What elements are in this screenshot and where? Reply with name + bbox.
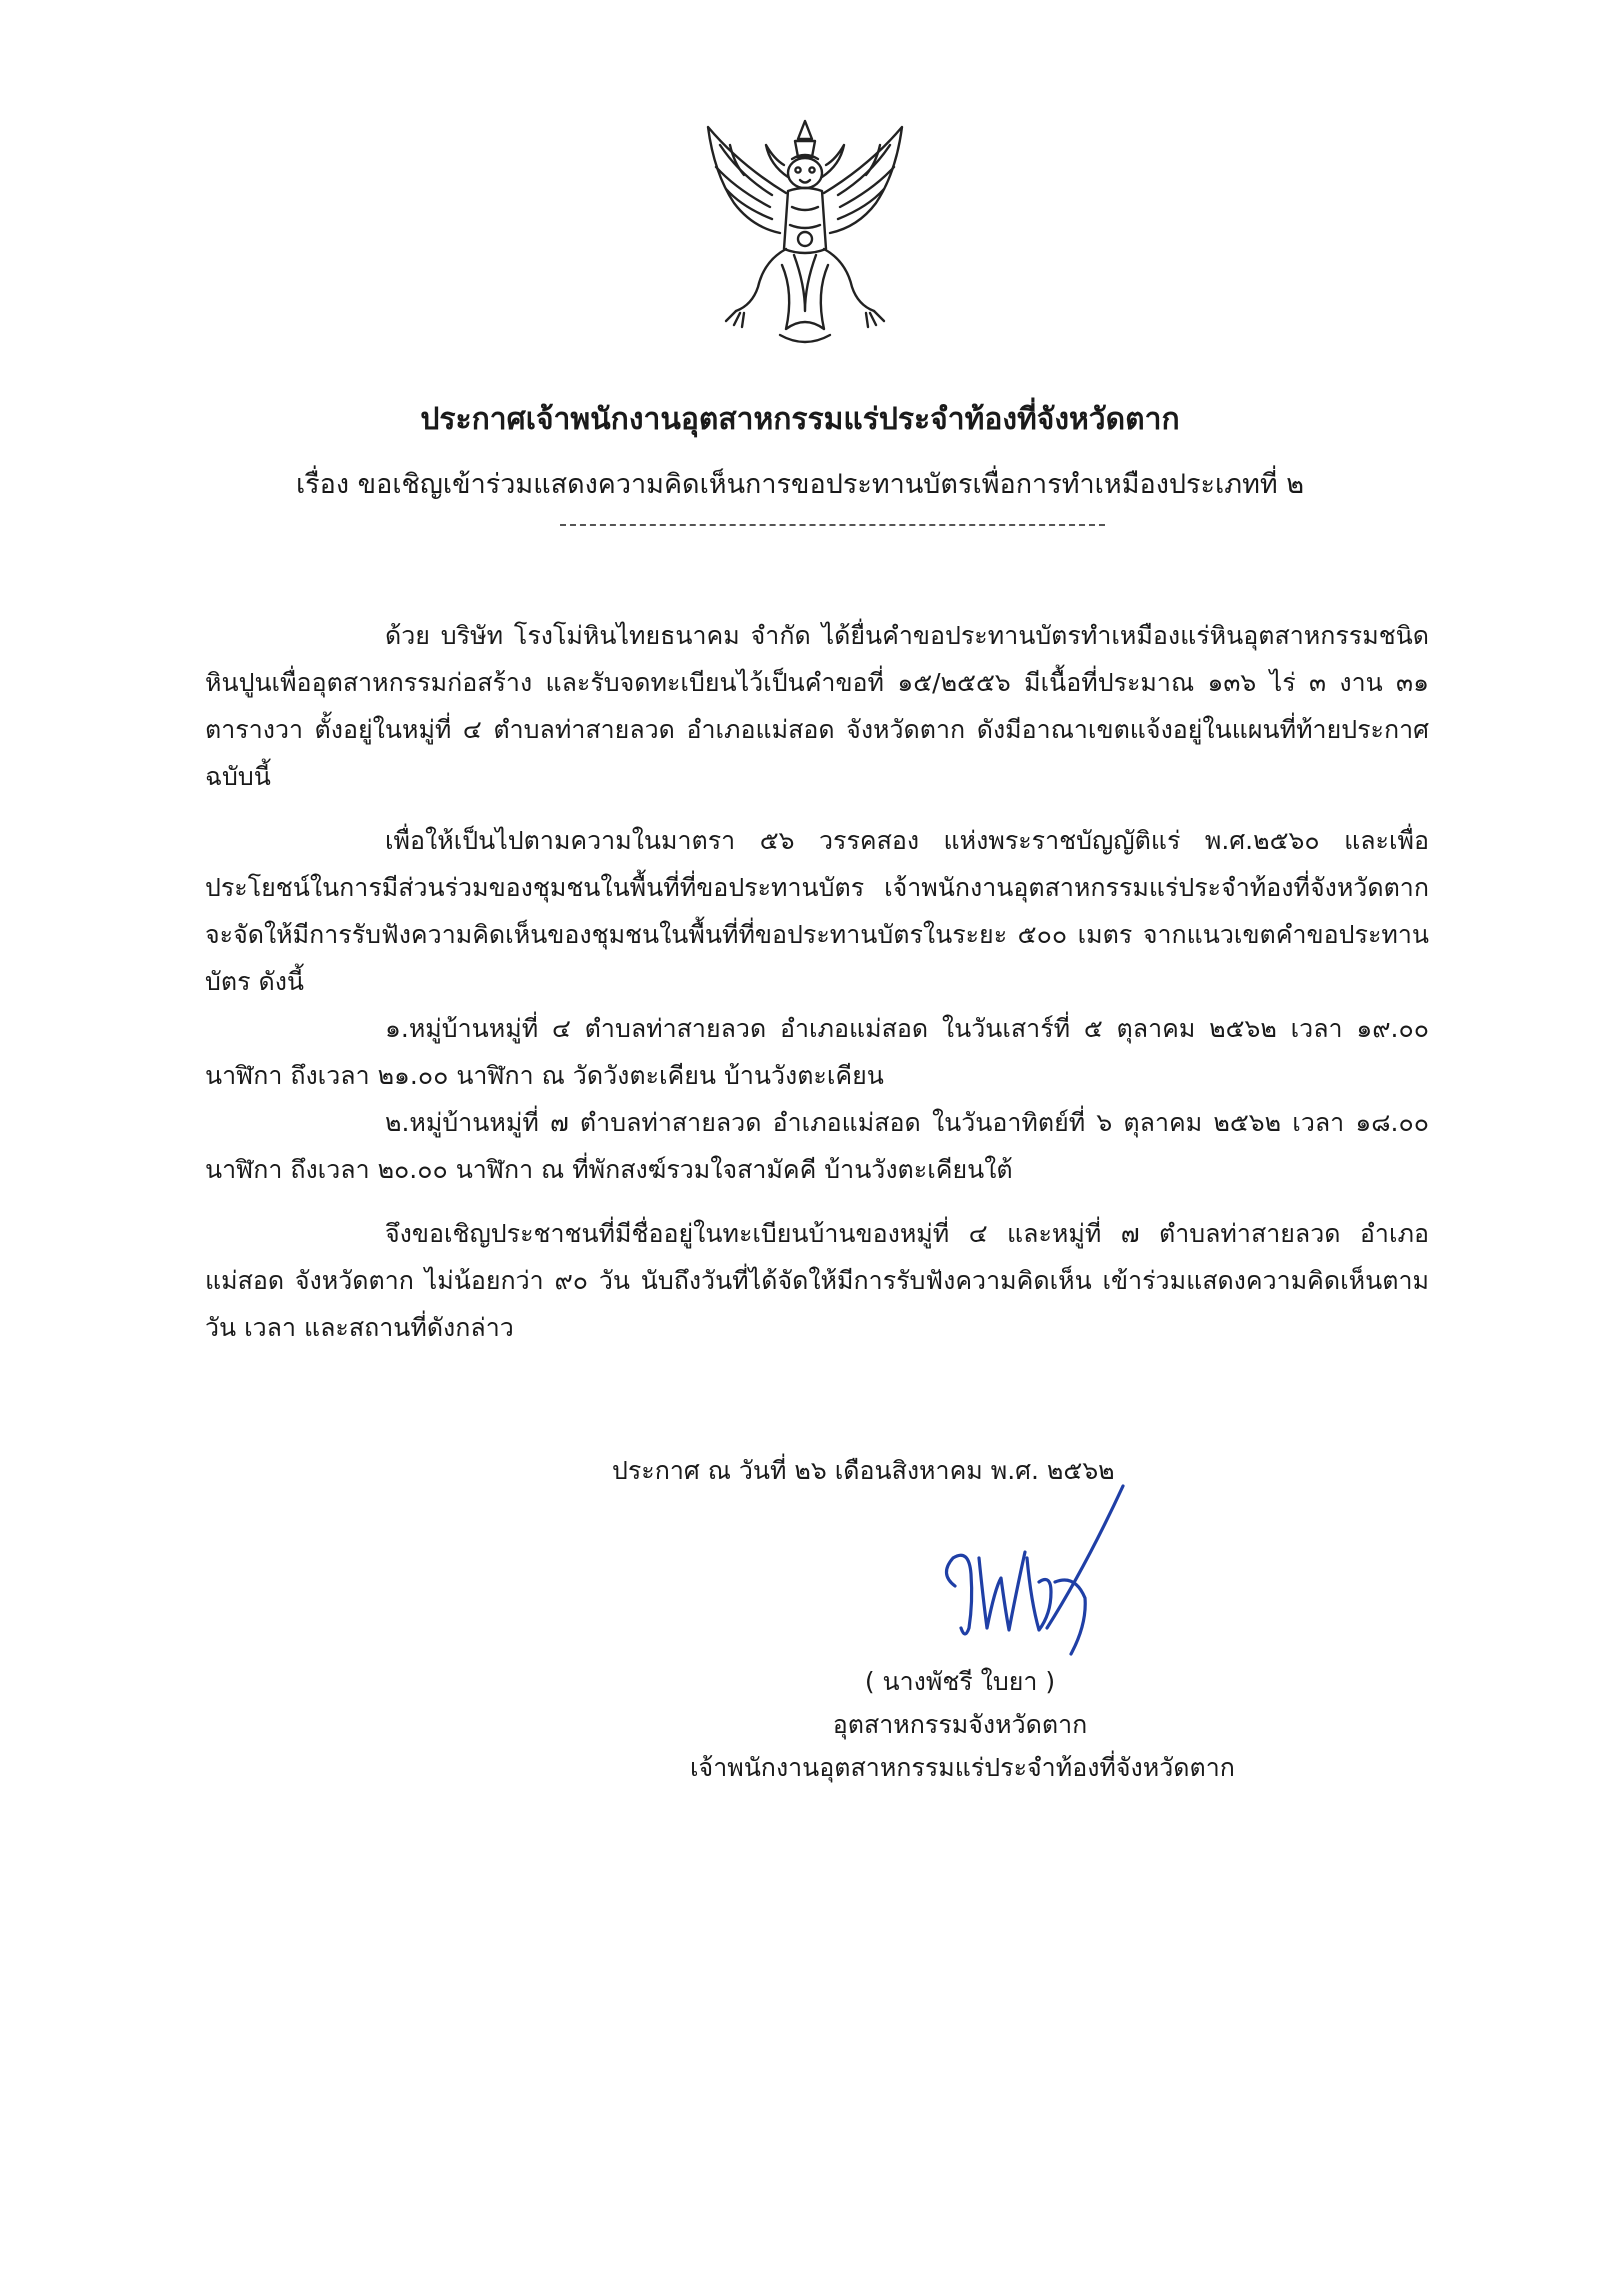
announcement-title: ประกาศเจ้าพนักงานอุตสาหกรรมแร่ประจำท้องที่จังหวัดตาก [420, 402, 1180, 437]
signer-name: ( นางพัชรี ใบยา ) [864, 1667, 1056, 1696]
paragraph-legal-basis: เพื่อให้เป็นไปตามความในมาตรา ๕๖ วรรคสอง แห่งพระราชบัญญัติแร่ พ.ศ.๒๕๖๐ และเพื่อประโยชน์ในการมีส่วนร่วมของชุมชนในพื้นที่ที่ขอประทานบัตร เจ้าพนักงานอุตสาหกรรมแร่ประจำท้องที่จังหวัดตากจะจัดให้มีการรับฟังความคิดเห็นของชุมชนในพื้นที่ที่ขอประทานบัตรในระยะ ๕๐๐ เมตร จากแนวเขตคำขอประทานบัตร ดังนี้ [205, 826, 1429, 996]
paragraph-hearing-village-7: ๒.หมู่บ้านหมู่ที่ ๗ ตำบลท่าสายลวด อำเภอแม่สอด ในวันอาทิตย์ที่ ๖ ตุลาคม ๒๕๖๒ เวลา ๑๘.๐๐ นาฬิกา ถึงเวลา ๒๐.๐๐ นาฬิกา ณ ที่พักสงฆ์รวมใจสามัคคี บ้านวังตะเคียนใต้ [205, 1108, 1429, 1184]
announcement-subject: เรื่อง ขอเชิญเข้าร่วมแสดงความคิดเห็นการขอประทานบัตรเพื่อการทำเหมืองประเภทที่ ๒ [295, 469, 1305, 500]
announcement-body [205, 612, 1429, 1351]
paragraph-hearing-village-4: ๑.หมู่บ้านหมู่ที่ ๔ ตำบลท่าสายลวด อำเภอแม่สอด ในวันเสาร์ที่ ๕ ตุลาคม ๒๕๖๒ เวลา ๑๙.๐๐ นาฬิกา ถึงเวลา ๒๑.๐๐ นาฬิกา ณ วัดวังตะเคียน บ้านวังตะเคียน [205, 1014, 1429, 1090]
paragraph-application: ด้วย บริษัท โรงโม่หินไทยธนาคม จำกัด ได้ยื่นคำขอประทานบัตรทำเหมืองแร่หินอุตสาหกรรมชนิดหินปูนเพื่ออุตสาหกรรมก่อสร้าง และรับจดทะเบียนไว้เป็นคำขอที่ ๑๕/๒๕๕๖ มีเนื้อที่ประมาณ ๑๓๖ ไร่ ๓ งาน ๓๑ ตารางวา ตั้งอยู่ในหมู่ที่ ๔ ตำบลท่าสายลวด อำเภอแม่สอด จังหวัดตาก ดังมีอาณาเขตแจ้งอยู่ในแผนที่ท้ายประกาศฉบับนี้ [205, 621, 1429, 791]
announcement-date: ประกาศ ณ วันที่ ๒๖ เดือนสิงหาคม พ.ศ. ๒๕๖๒ [612, 1456, 1115, 1485]
dashed-divider [560, 524, 1105, 526]
garuda-emblem-icon [700, 115, 910, 355]
handwritten-signature-icon [935, 1478, 1125, 1658]
signature-block [690, 1660, 1235, 1789]
signer-position: อุตสาหกรรมจังหวัดตาก [832, 1710, 1088, 1739]
paragraph-invitation: จึงขอเชิญประชาชนที่มีชื่ออยู่ในทะเบียนบ้านของหมู่ที่ ๔ และหมู่ที่ ๗ ตำบลท่าสายลวด อำเภอแม่สอด จังหวัดตาก ไม่น้อยกว่า ๙๐ วัน นับถึงวันที่ได้จัดให้มีการรับฟังความคิดเห็น เข้าร่วมแสดงความคิดเห็นตามวัน เวลา และสถานที่ดังกล่าว [205, 1219, 1429, 1342]
signer-role: เจ้าพนักงานอุตสาหกรรมแร่ประจำท้องที่จังหวัดตาก [690, 1753, 1235, 1782]
